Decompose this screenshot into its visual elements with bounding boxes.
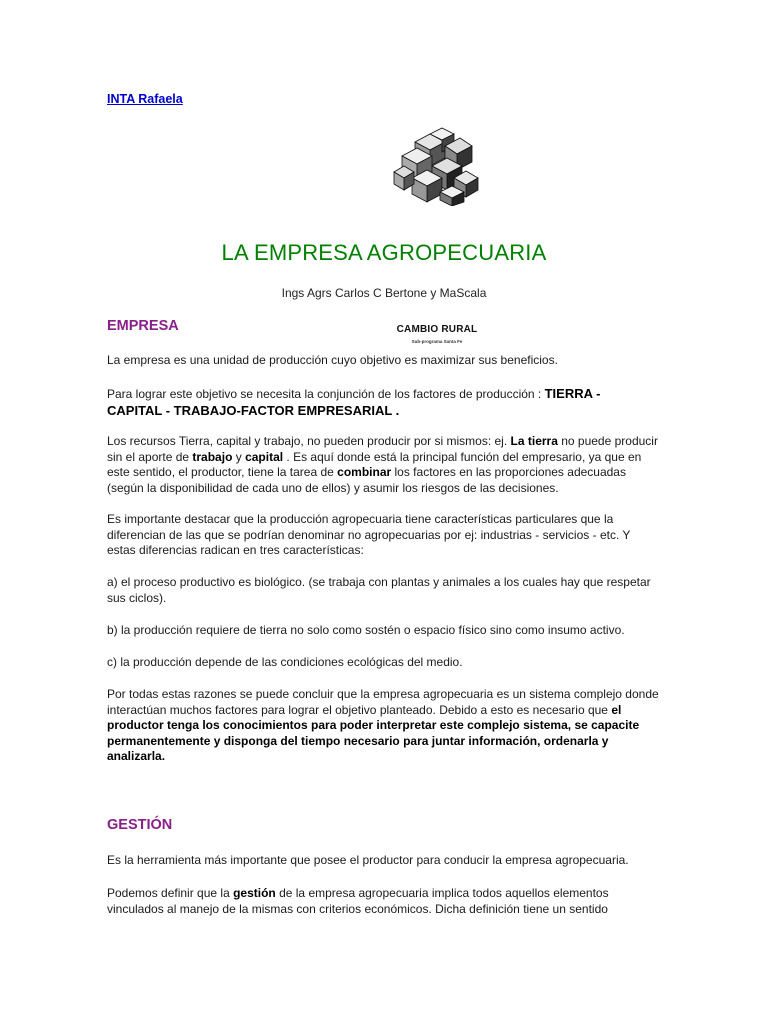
- bold-trabajo: trabajo: [192, 449, 233, 464]
- section-heading-gestion: GESTIÓN: [107, 817, 173, 833]
- logo-title: CAMBIO RURAL: [396, 324, 478, 335]
- logo-subtitle: Sub-programa Santa Fe: [411, 339, 463, 344]
- paragraph-gestion-1: Es la herramienta más importante que posee el productor para conducir la empresa agropecuaria.: [107, 853, 629, 867]
- text-span: los factores en las proporciones adecuadas (según la disponibilidad de cada uno de ellos) y asumir los riesgos de las decisiones.: [107, 465, 626, 495]
- authors-line: Ings Agrs Carlos C Bertone y MaScala: [281, 286, 487, 300]
- text-span: Por todas estas razones se puede concluir que la empresa agropecuaria es un sistema complejo donde interactúan muchos factores para lograr el objetivo planteado. Debido a esto es necesario que: [107, 687, 659, 717]
- paragraph-empresa-5: a) el proceso productivo es biológico. (se trabaja con plantas y animales a los cuales hay que respetar sus ciclos).: [107, 575, 651, 605]
- bold-la-tierra: La tierra: [510, 434, 558, 448]
- text-span: de la empresa agropecuaria implica todos aquellos elementos vinculados al manejo de la mismas con criterios económicos. Dicha definición tiene un sentido: [107, 886, 609, 916]
- text-span: Para lograr este objetivo se necesita la conjunción de los factores de producción :: [107, 387, 545, 401]
- bold-conclusion: el productor tenga los conocimientos para poder interpretar este complejo sistema, se capacite permanentemente y disponga del tiempo necesario para juntar información, ordenarla y analizarla.: [107, 702, 640, 763]
- text-span: y: [232, 449, 246, 464]
- paragraph-empresa-6: b) la producción requiere de tierra no solo como sostén o espacio físico sino como insumo activo.: [107, 623, 625, 637]
- bold-gestion: gestión: [233, 886, 276, 900]
- bold-combinar: combinar: [337, 465, 392, 479]
- paragraph-empresa-7: c) la producción depende de las condiciones ecológicas del medio.: [107, 655, 463, 669]
- paragraph-empresa-2: [107, 386, 659, 419]
- document-title: LA EMPRESA AGROPECUARIA: [221, 240, 547, 265]
- cube-logo-icon: [382, 126, 492, 206]
- text-span: Podemos definir que la: [107, 886, 234, 900]
- paragraph-empresa-8: [107, 687, 659, 765]
- text-span: Los recursos Tierra, capital y trabajo, no pueden producir por si mismos: ej.: [107, 434, 511, 448]
- paragraph-empresa-1: La empresa es una unidad de producción cuyo objetivo es maximizar sus beneficios.: [107, 353, 558, 367]
- paragraph-empresa-4: Es importante destacar que la producción agropecuaria tiene características particulares que la diferencian de las que se podrían denominar no agropecuarias por ej: industrias - servicios - etc. Y estas diferencias radican en tres características:: [107, 512, 631, 557]
- section-heading-empresa: EMPRESA: [107, 318, 179, 334]
- factors-bold: TIERRA - CAPITAL - TRABAJO-FACTOR EMPRESARIAL .: [107, 386, 601, 418]
- paragraph-empresa-3: [107, 434, 659, 496]
- paragraph-gestion-2: [107, 886, 659, 917]
- text-span: no puede producir sin el aporte de: [107, 434, 658, 464]
- text-span: . Es aquí donde está la principal función del empresario, ya que en este sentido, el productor, tiene la tarea de: [107, 449, 642, 479]
- bold-capital: capital: [245, 449, 284, 464]
- inta-rafaela-link[interactable]: INTA Rafaela: [107, 92, 183, 106]
